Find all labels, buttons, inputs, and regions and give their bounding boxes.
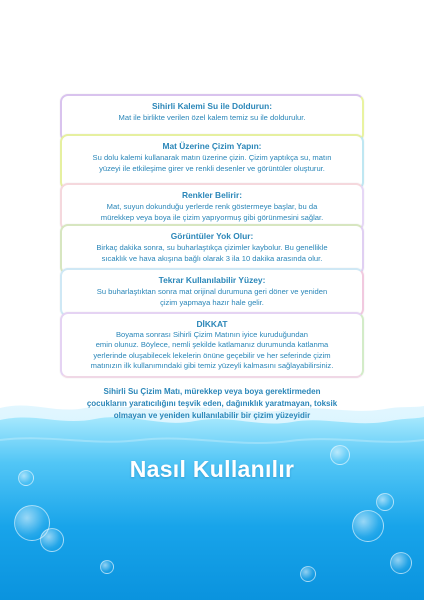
bubble-decoration — [376, 493, 394, 511]
warning-card — [60, 312, 364, 378]
bubble-decoration — [40, 528, 64, 552]
step-title: Mat Üzerine Çizim Yapın: — [162, 141, 262, 151]
step-title: Renkler Belirir: — [181, 190, 243, 200]
step-text: Birkaç dakika sonra, su buharlaştıkça çizimler kaybolur. Bu genellikle sıcaklık ve hava akışına bağlı olarak 3 ila 10 dakika arasında olur. — [96, 243, 328, 263]
bubble-decoration — [100, 560, 114, 574]
summary-text: Sihirli Su Çizim Matı, mürekkep veya boya gerektirmeden çocukların yaratıcılığını teşvik eden, dağınıklık yaratmayan, toksik olmayan ve yeniden kullanılabilir bir çizim yüzeyidir — [86, 387, 338, 420]
warning-text: Boyama sonrası Sihirli Çizim Matının iyice kuruduğundan emin olunuz. Böylece, nemli şekilde katlamanız durumunda katlanma yerlerinde oluşabilecek lekelerin önüne geçebilir ve her seferinde çizim matınızın ilk kullanımındaki gibi temiz yüzeyli kalmasını sağlayabilirsiniz. — [90, 330, 334, 371]
step-text: Mat, suyun dokunduğu yerlerde renk göstermeye başlar, bu da mürekkep veya boya ile çizim yapıyormuş gibi görünmesini sağlar. — [100, 202, 324, 222]
bubble-decoration — [390, 552, 412, 574]
how-to-use-heading: Nasıl Kullanılır — [129, 456, 295, 482]
step-card-reusable — [60, 268, 364, 317]
step-text: Mat ile birlikte verilen özel kalem temiz su ile doldurulur. — [118, 113, 306, 122]
step-text: Su dolu kalemi kullanarak matın üzerine çizin. Çizim yaptıkça su, matın yüzeyi ile etkileşime girer ve renkli desenler ve görüntüler oluşturur. — [92, 153, 332, 173]
step-card-draw — [60, 134, 364, 190]
warning-title: DİKKAT — [196, 319, 228, 329]
bubble-decoration — [352, 510, 384, 542]
step-title: Sihirli Kalemi Su ile Doldurun: — [151, 101, 273, 111]
bubble-decoration — [300, 566, 316, 582]
water-wave-background — [0, 400, 424, 600]
step-title: Görüntüler Yok Olur: — [170, 231, 254, 241]
step-title: Tekrar Kullanılabilir Yüzey: — [158, 275, 266, 285]
step-text: Su buharlaştıktan sonra mat orijinal durumuna geri döner ve yeniden çizim yapmaya hazır hale gelir. — [96, 287, 328, 307]
